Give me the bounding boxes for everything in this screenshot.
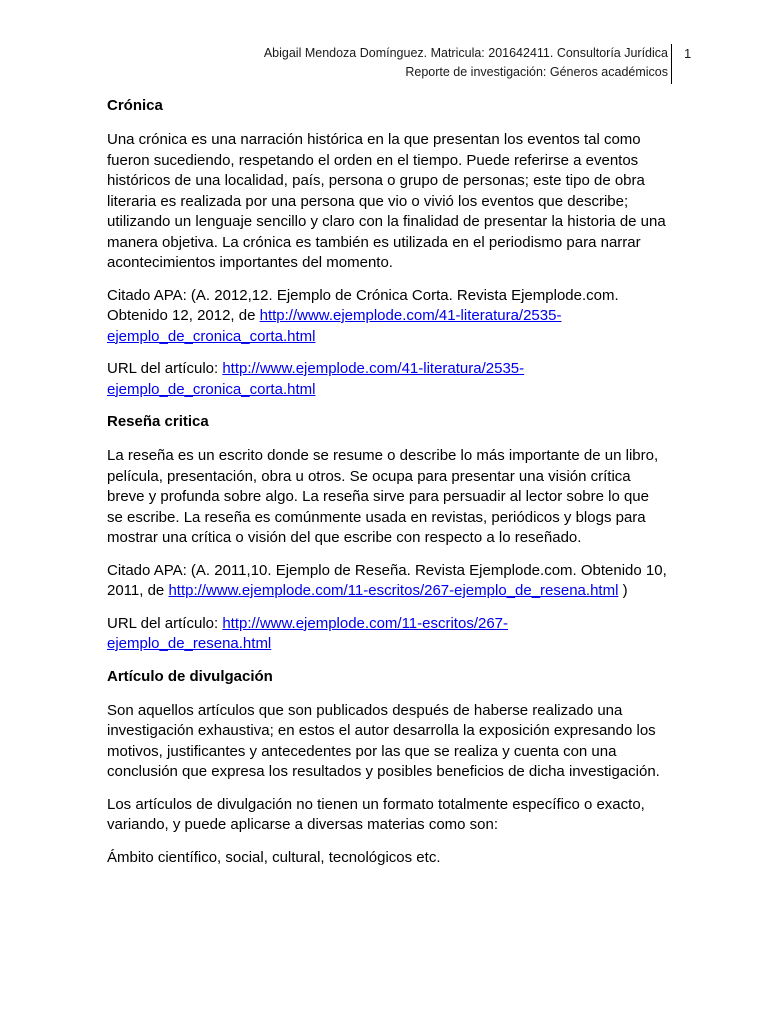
url-label: URL del artículo: [107,614,223,632]
url-link-cronica[interactable]: http://www.ejemplode.com/41-literatura/2535-ejemplo_de_cronica_corta.html [107,360,525,398]
citation-link-cronica[interactable]: http://www.ejemplode.com/41-literatura/2535-ejemplo_de_cronica_corta.html [107,307,562,345]
section-heading-divulgacion: Artículo de divulgación [107,667,273,685]
url-label: URL del artículo: [107,360,223,377]
citation-text: Citado APA: (A. 2012,12. Ejemplo de Crónica Corta. Revista Ejemplode.com. Obtenido 12, 2012, de [107,286,619,324]
url-line-cronica [107,359,667,400]
section-body-cronica: Una crónica es una narración histórica en la que presentan los eventos tal como fueron sucediendo, respetando el orden en el tiempo. Puede referirse a eventos históricos de una localidad, país, persona o grupo de personas; este tipo de obra literaria es realizada por una persona que vio o vivió los eventos que describe; utilizando un lenguaje sencillo y claro con la finalidad de presentar la historia de una manera objetiva. La crónica es también es utilizada en el periodismo para narrar acontecimientos importantes del momento. [107,131,666,271]
section-heading-cronica: Crónica [107,97,163,114]
header-line-2: Reporte de investigación: Géneros académicos [405,65,668,79]
document-body [107,96,667,880]
header-divider [671,44,672,84]
citation-text: Citado APA: (A. 2011,10. Ejemplo de Reseña. Revista Ejemplode.com. Obtenido 10, 2011, de [107,561,667,599]
page-header [264,44,668,82]
section-heading-resena: Reseña critica [107,413,209,430]
divulgacion-paragraph-1: Son aquellos artículos que son publicados después de haberse realizado una investigación exhaustiva; en estos el autor desarrolla la exposición expresando los motivos, justificantes y antecedentes por las que se realiza y cuenta con una conclusión que expresa los resultados y posibles beneficios de dicha investigación. [107,701,660,780]
citation-link-resena[interactable]: http://www.ejemplode.com/11-escritos/267-ejemplo_de_resena.html [168,582,619,599]
header-line-1: Abigail Mendoza Domínguez. Matricula: 201642411. Consultoría Jurídica [263,46,668,60]
citation-cronica [107,286,667,348]
divulgacion-paragraph-2: Los artículos de divulgación no tienen un formato totalmente específico o exacto, variando, y puede aplicarse a diversas materias como son: [107,795,645,833]
section-body-resena: La reseña es un escrito donde se resume o describe lo más importante de un libro, película, presentación, obra u otros. Se ocupa para presentar una visión crítica breve y profunda sobre algo. La reseña sirve para persuadir al lector sobre lo que se escribe. La reseña es comúnmente usada en revistas, periódicos y blogs para mostrar una crítica o visión del que escribe con respecto a lo reseñado. [107,447,659,546]
url-link-resena[interactable]: http://www.ejemplode.com/11-escritos/267-ejemplo_de_resena.html [107,614,509,652]
page-number: 1 [684,46,692,61]
citation-resena [107,561,667,602]
url-line-resena [107,614,667,655]
citation-suffix: ) [618,582,628,599]
divulgacion-paragraph-3: Ámbito científico, social, cultural, tecnológicos etc. [107,848,441,866]
